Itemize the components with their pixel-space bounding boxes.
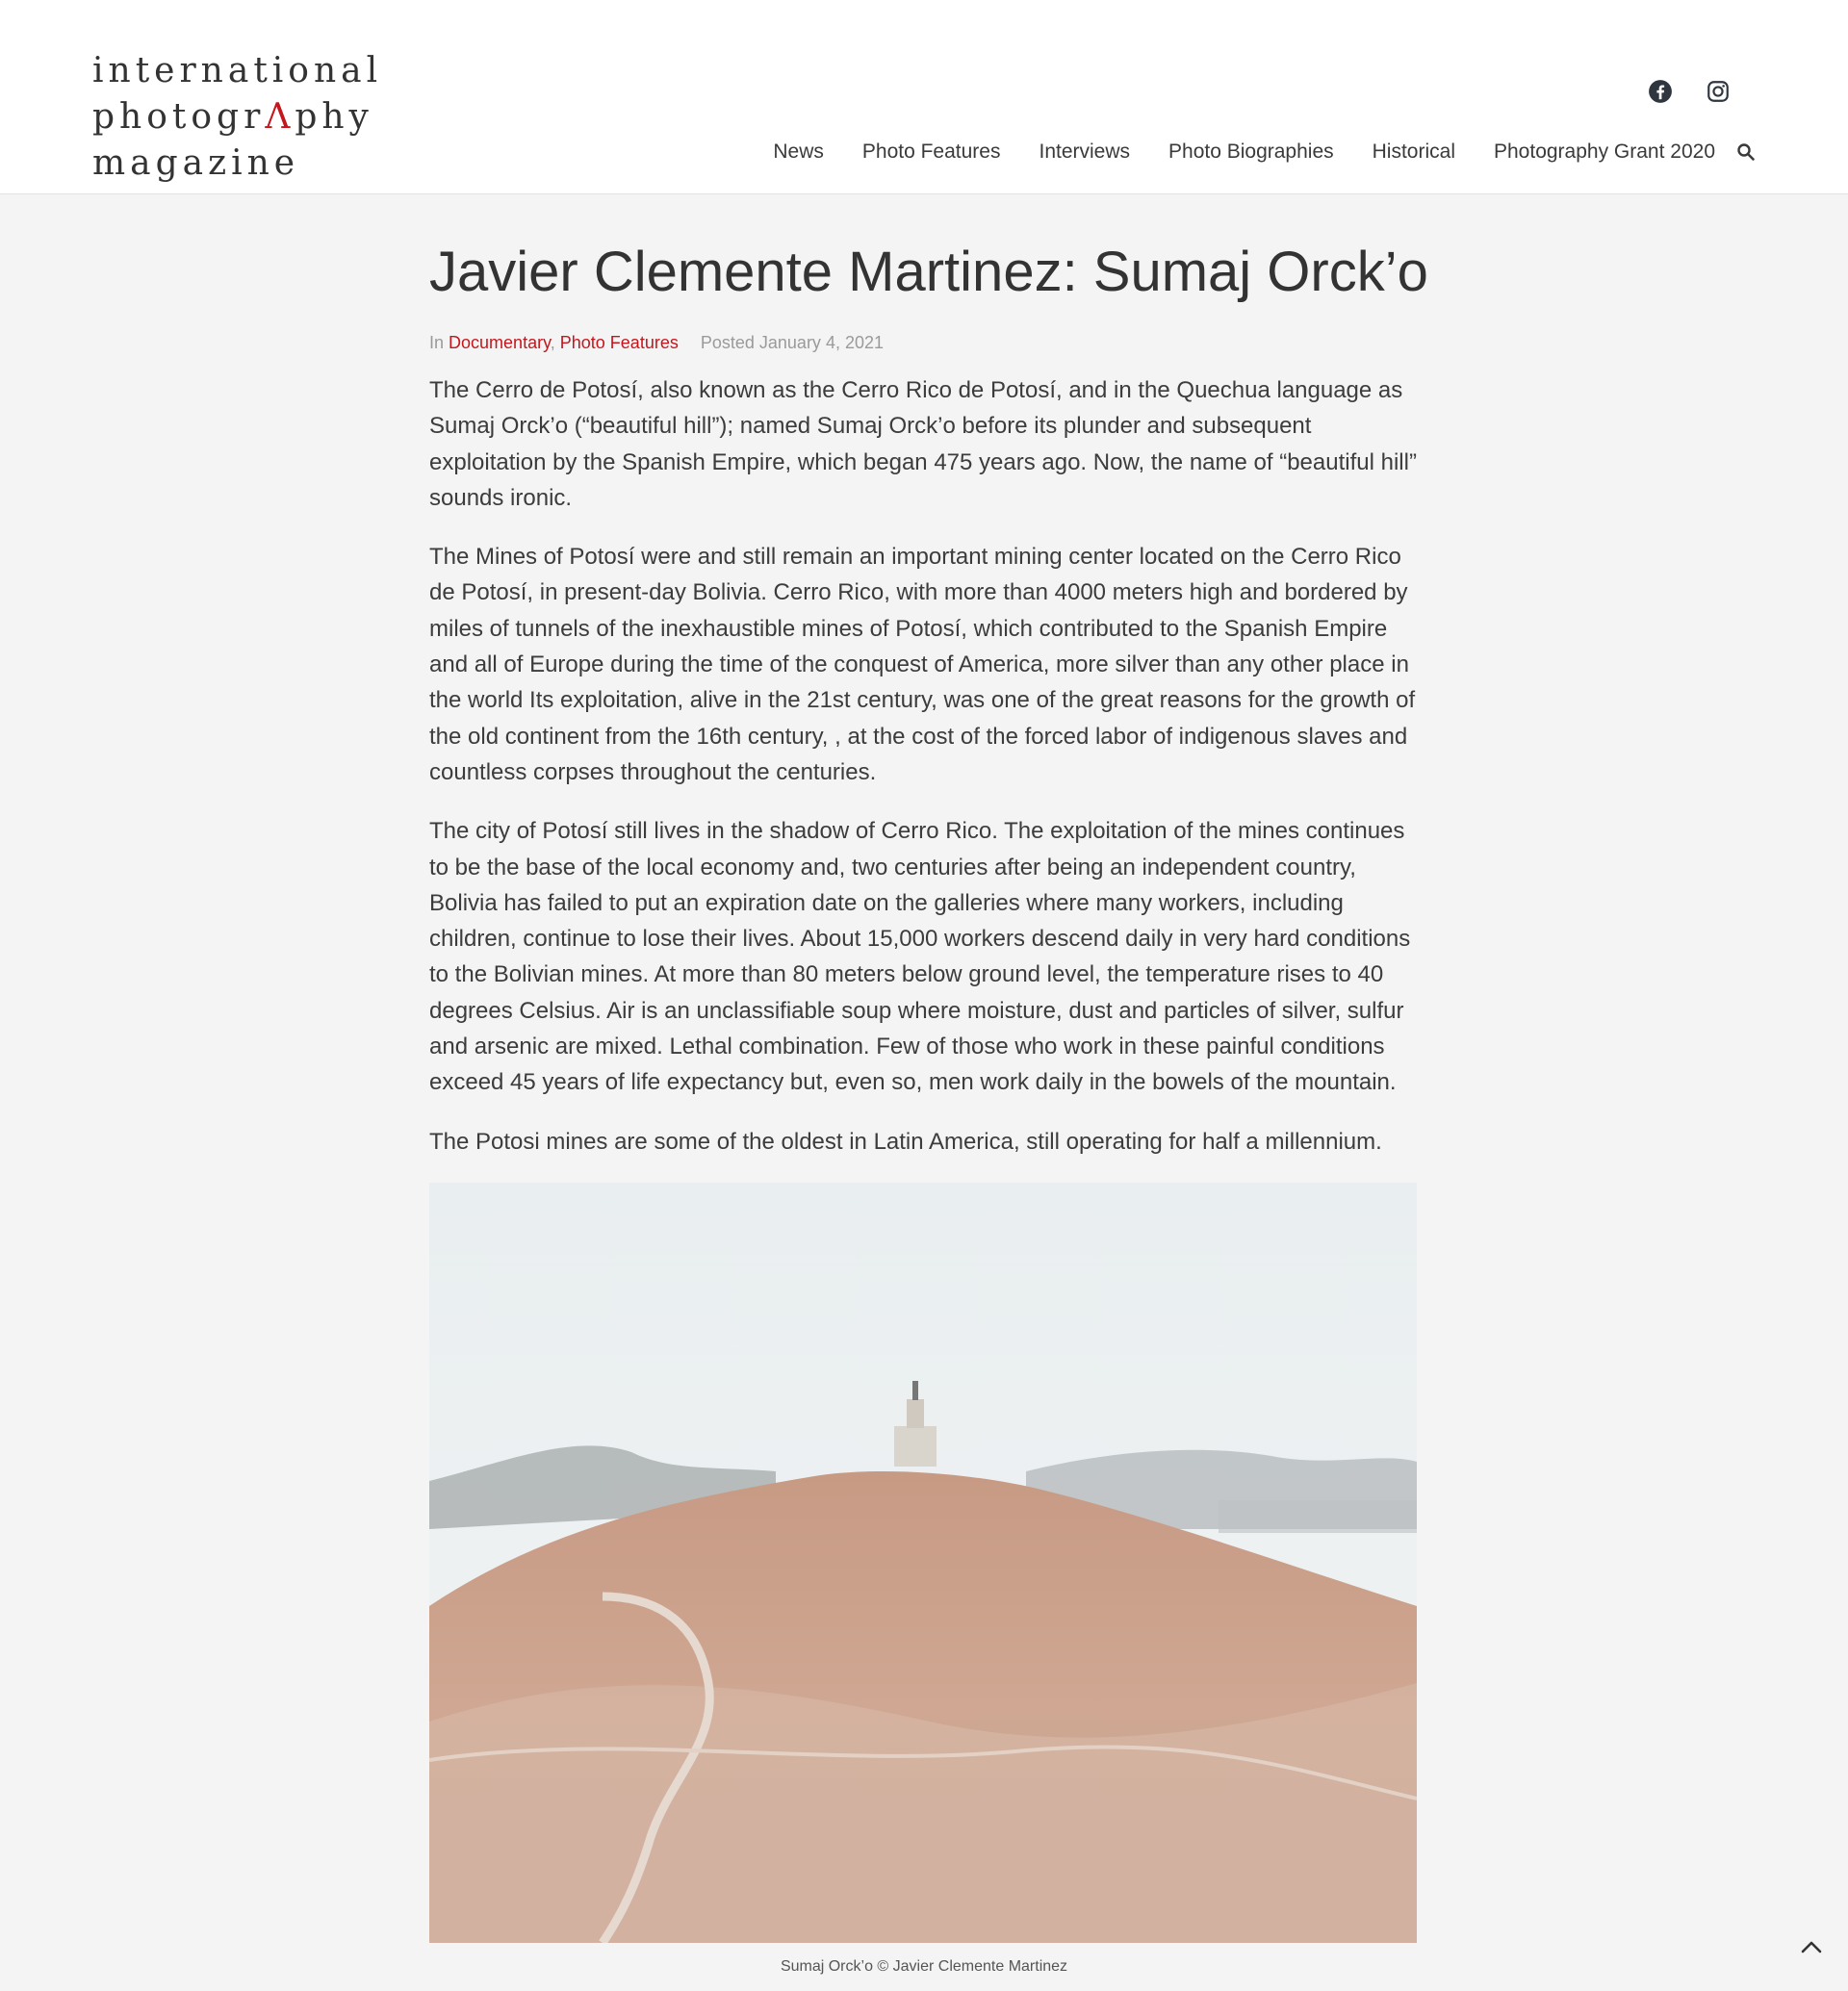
site-header	[0, 0, 1848, 194]
category-link-photo-features[interactable]: Photo Features	[559, 333, 679, 352]
feature-photo[interactable]	[429, 1183, 1417, 1943]
search-icon[interactable]	[1736, 142, 1756, 162]
article-paragraph: The city of Potosí still lives in the shadow of Cerro Rico. The exploitation of the mines continues to be the base of the local economy and, two centuries after being an independent country, Bolivia has failed to put an expiration date on the galleries where many workers, including children, continue to lose their lives. About 15,000 workers descend daily in very hard conditions to the Bolivian mines. At more than 80 meters below ground level, the temperature rises to 40 degrees Celsius. Air is an unclassifiable soup where moisture, dust and particles of silver, sulfur and arsenic are mixed. Lethal combination. Few of those who work in these painful conditions exceed 45 years of life expectancy but, even so, men work daily in the bowels of the mountain.	[429, 818, 1411, 1096]
article-meta	[429, 331, 1419, 354]
main-nav	[773, 140, 1756, 164]
photo-caption: Sumaj Orck’o © Javier Clemente Martinez	[780, 1957, 1068, 1975]
meta-in-label: In	[429, 333, 445, 352]
logo-line-2-start: photogr	[92, 97, 266, 137]
logo-line-1: international	[92, 51, 383, 90]
social-links	[1648, 79, 1731, 104]
category-separator: ,	[550, 333, 560, 352]
logo-line-2-end: phy	[295, 97, 373, 137]
article	[429, 194, 1428, 1991]
facebook-icon[interactable]	[1648, 79, 1673, 104]
article-paragraph: The Cerro de Potosí, also known as the Cerro Rico de Potosí, and in the Quechua language as Sumaj Orck’o (“beautiful hill”); named Sumaj Orck’o before its plunder and subsequent exploitation by the Spanish Empire, which began 475 years ago. Now, the name of “beautiful hill” sounds ironic.	[429, 377, 1417, 511]
logo-line-3: magazine	[92, 143, 300, 183]
article-paragraph: The Potosi mines are some of the oldest in Latin America, still operating for half a millennium.	[429, 1128, 1382, 1155]
site-logo[interactable]	[92, 48, 382, 187]
logo-line-2	[92, 94, 382, 140]
chevron-up-icon[interactable]	[1800, 1939, 1823, 1954]
article-title: Javier Clemente Martinez: Sumaj Orck’o	[429, 241, 1428, 303]
article-paragraph: The Mines of Potosí were and still remain an important mining center located on the Cerro Rico de Potosí, in present-day Bolivia. Cerro Rico, with more than 4000 meters high and bordered by miles of tunnels of the inexhaustible mines of Potosí, which contributed to the Spanish Empire and all of Europe during the time of the conquest of America, more silver than any other place in the world Its exploitation, alive in the 21st century, was one of the great reasons for the growth of the old continent from the 16th century, , at the cost of the forced labor of indigenous slaves and countless corpses throughout the centuries.	[429, 544, 1416, 785]
instagram-icon[interactable]	[1706, 79, 1731, 104]
article-body	[429, 372, 1419, 1160]
nav-item-photography-grant-2020[interactable]: Photography Grant 2020	[1494, 140, 1715, 163]
article-figure	[429, 1183, 1419, 1976]
nav-item-historical[interactable]: Historical	[1372, 140, 1455, 163]
nav-item-photo-biographies[interactable]: Photo Biographies	[1168, 140, 1334, 163]
post-date: Posted January 4, 2021	[700, 333, 884, 352]
nav-item-news[interactable]: News	[773, 140, 824, 163]
nav-item-interviews[interactable]: Interviews	[1039, 140, 1131, 163]
category-link-documentary[interactable]: Documentary	[449, 333, 551, 352]
nav-item-photo-features[interactable]: Photo Features	[861, 140, 1001, 163]
logo-accent-letter: Λ	[265, 97, 295, 137]
